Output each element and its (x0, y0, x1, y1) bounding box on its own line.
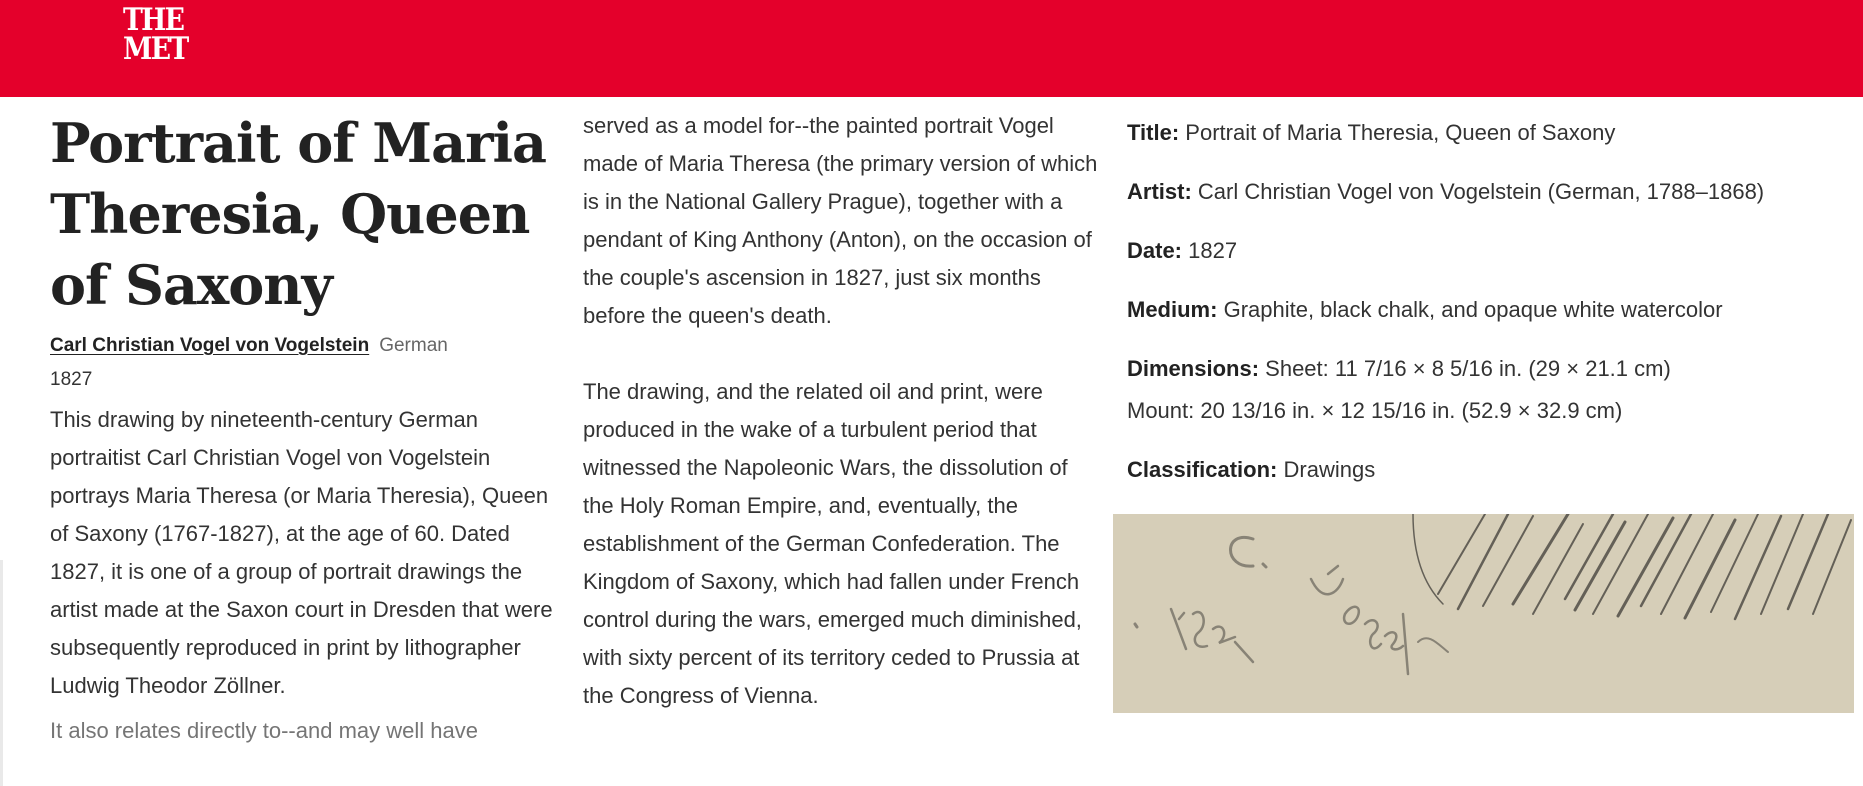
fact-title (1127, 118, 1847, 148)
artwork-detail-image[interactable] (1113, 514, 1854, 713)
artist-nationality: German (379, 335, 448, 356)
fact-artist (1127, 177, 1847, 207)
object-facts (1127, 118, 1847, 514)
page-edge-divider (0, 560, 3, 786)
fact-medium (1127, 295, 1847, 325)
fact-mount-value: Mount: 20 13/16 in. × 12 15/16 in. (52.9 × 32.9 cm) (1127, 398, 1623, 423)
description-continued (583, 107, 1103, 715)
artist-line (50, 332, 565, 360)
fact-title-label: Title: (1127, 120, 1180, 145)
artwork-date: 1827 (50, 369, 93, 390)
fact-date-label: Date: (1127, 238, 1183, 263)
logo-line-the: THE (123, 2, 184, 38)
logo-line-met: MET (123, 31, 188, 67)
fact-medium-label: Medium: (1127, 297, 1218, 322)
description-fade-line: It also relates directly to--and may well have (50, 718, 478, 743)
fact-medium-value: Graphite, black chalk, and opaque white watercolor (1223, 297, 1723, 322)
artist-link[interactable]: Carl Christian Vogel von Vogelstein (50, 335, 370, 356)
fact-dimensions-label: Dimensions: (1127, 356, 1260, 381)
fact-dimensions (1127, 354, 1847, 426)
artwork-title: Portrait of Maria Theresia, Queen of Saxony (50, 111, 547, 317)
signature-detail-drawing (1113, 514, 1854, 713)
fact-dimensions-value: Sheet: 11 7/16 × 8 5/16 in. (29 × 21.1 cm) (1265, 356, 1671, 381)
fact-artist-label: Artist: (1127, 179, 1192, 204)
fact-title-value: Portrait of Maria Theresia, Queen of Saxony (1185, 120, 1616, 145)
artwork-summary (50, 108, 565, 750)
fact-classification (1127, 455, 1847, 485)
fact-date-value: 1827 (1188, 238, 1238, 263)
description-paragraph-history: The drawing, and the related oil and print, were produced in the wake of a turbulent period that witnessed the Napoleonic Wars, the dissolution of the Holy Roman Empire, and, eventually, the establishment of the German Confederation. The Kingdom of Saxony, which had fallen under French control during the wars, emerged much diminished, with sixty percent of its territory ceded to Prussia at the Congress of Vienna. (583, 379, 1082, 708)
site-header (0, 0, 1863, 97)
fact-classification-label: Classification: (1127, 457, 1278, 482)
description-paragraph: This drawing by nineteenth-century German portraitist Carl Christian Vogel von Vogelstein portrays Maria Theresa (or Maria Theresia), Queen of Saxony (1767-1827), at the age of 60. Dated 1827, it is one of a group of portrait drawings the artist made at the Saxon court in Dresden that were subsequently reproduced in print by lithographer Ludwig Theodor Zöllner. (50, 407, 553, 698)
fact-classification-value: Drawings (1283, 457, 1376, 482)
fact-date (1127, 236, 1847, 266)
met-logo[interactable] (123, 2, 188, 67)
description-paragraph-continued: served as a model for--the painted portrait Vogel made of Maria Theresa (the primary version of which is in the National Gallery Prague), together with a pendant of King Anthony (Anton), on the occasion of the couple's ascension in 1827, just six months before the queen's death. (583, 113, 1098, 328)
fact-artist-value: Carl Christian Vogel von Vogelstein (German, 1788–1868) (1197, 179, 1765, 204)
